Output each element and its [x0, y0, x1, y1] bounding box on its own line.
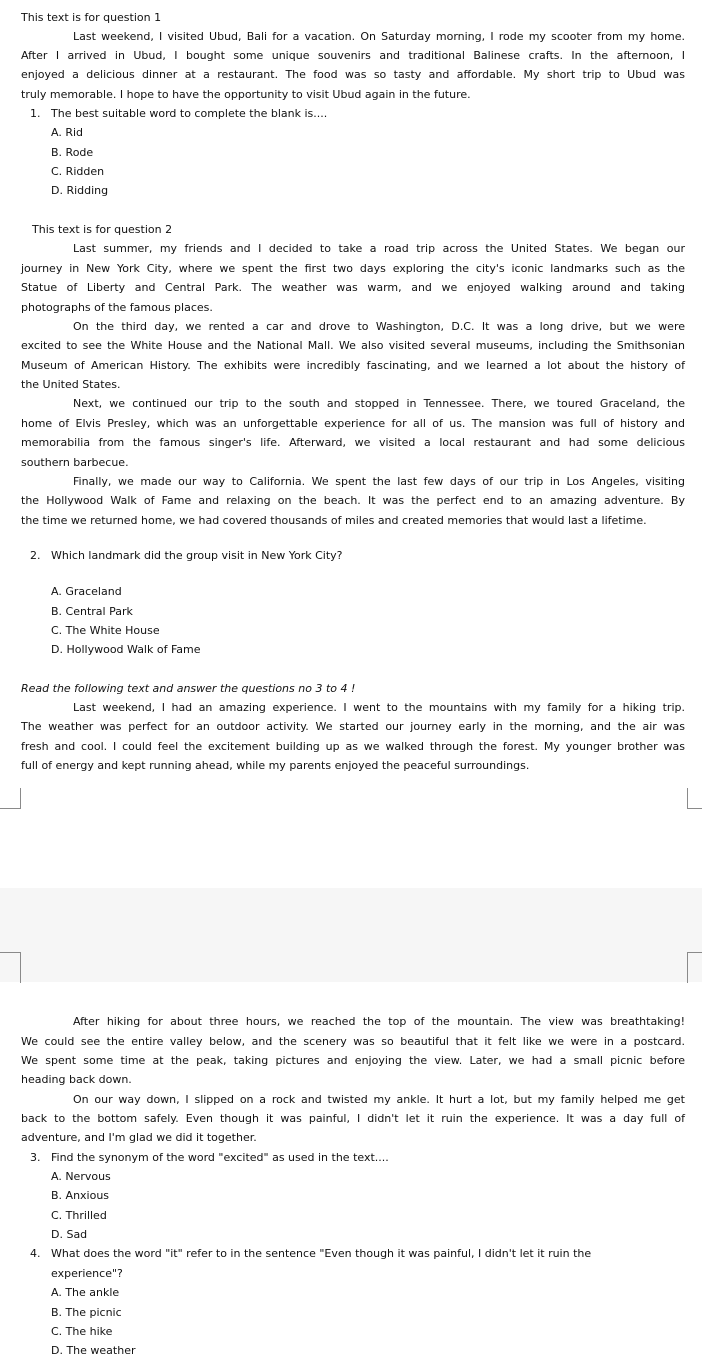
q34-passage-line: On our way down, I slipped on a rock and twisted my ankle. It hurt a lot, but my family helped me get: [73, 1093, 685, 1106]
document-page-2: [0, 982, 702, 1366]
q1-heading: This text is for question 1: [21, 11, 162, 24]
q34-instruction: Read the following text and answer the questions no 3 to 4 !: [21, 682, 356, 695]
q1-option-b: B. Rode: [51, 146, 94, 159]
q2-option-d: D. Hollywood Walk of Fame: [51, 643, 201, 656]
q1-question: The best suitable word to complete the blank is....: [51, 107, 328, 120]
q34-passage-line: back to the bottom safely. Even though it was painful, I didn't let it ruin the experience. It was a day full of: [21, 1112, 685, 1125]
q3-option-d: D. Sad: [51, 1228, 88, 1241]
q2-passage-line: On the third day, we rented a car and drove to Washington, D.C. It was a long drive, but we were: [73, 320, 685, 333]
q2-passage-line: the Hollywood Walk of Fame and relaxing on the beach. It was the perfect end to an amazing adventure. By: [21, 494, 685, 507]
q1-passage-line: truly memorable. I hope to have the opportunity to visit Ubud again in the future.: [21, 88, 471, 101]
q2-passage-line: memorabilia from the famous singer's life. Afterward, we visited a local restaurant and had some delicious: [21, 436, 685, 449]
q34-passage-line: We could see the entire valley below, and the scenery was so beautiful that it felt like we were in a postcard.: [21, 1035, 685, 1048]
q2-passage-line: excited to see the White House and the National Mall. We also visited several museums, including the Smithsonian: [21, 339, 685, 352]
crop-mark-bottom-right: [687, 788, 702, 809]
q2-option-b: B. Central Park: [51, 605, 133, 618]
q3-option-c: C. Thrilled: [51, 1209, 107, 1222]
crop-mark-top-right: [687, 952, 702, 983]
q4-option-b: B. The picnic: [51, 1306, 122, 1319]
crop-mark-top-left: [0, 952, 21, 983]
q34-passage-line: We spent some time at the peak, taking pictures and enjoying the view. Later, we had a small picnic before: [21, 1054, 685, 1067]
q2-passage-line: Next, we continued our trip to the south and stopped in Tennessee. There, we toured Graceland, the: [73, 397, 685, 410]
page-break: [0, 788, 702, 982]
q1-option-c: C. Ridden: [51, 165, 105, 178]
q2-passage-line: Finally, we made our way to California. We spent the last few days of our trip in Los Angeles, visiting: [73, 475, 685, 488]
q1-number: 1.: [30, 107, 41, 120]
q2-passage-line: photographs of the famous places.: [21, 301, 213, 314]
q4-question-line-1: What does the word "it" refer to in the sentence "Even though it was painful, I didn't let it ruin the: [51, 1247, 592, 1260]
q3-option-a: A. Nervous: [51, 1170, 111, 1183]
q2-passage-line: southern barbecue.: [21, 456, 129, 469]
q3-question: Find the synonym of the word "excited" as used in the text....: [51, 1151, 389, 1164]
q2-passage-line: home of Elvis Presley, which was an unforgettable experience for all of us. The mansion was full of history and: [21, 417, 685, 430]
q1-option-d: D. Ridding: [51, 184, 109, 197]
q2-question: Which landmark did the group visit in New York City?: [51, 549, 343, 562]
q34-passage-line: fresh and cool. I could feel the excitement building up as we walked through the forest. My younger brother was: [21, 740, 685, 753]
q2-number: 2.: [30, 549, 41, 562]
q3-option-b: B. Anxious: [51, 1189, 110, 1202]
q1-passage-line: After I arrived in Ubud, I bought some unique souvenirs and traditional Balinese crafts. In the afternoon, I: [21, 49, 685, 62]
q2-passage-line: Statue of Liberty and Central Park. The weather was warm, and we enjoyed walking around and taking: [21, 281, 685, 294]
q3-number: 3.: [30, 1151, 41, 1164]
q34-passage-line: After hiking for about three hours, we reached the top of the mountain. The view was breathtaking!: [73, 1015, 685, 1028]
q2-option-a: A. Graceland: [51, 585, 122, 598]
q34-passage-line: heading back down.: [21, 1073, 132, 1086]
q1-passage-line: Last weekend, I visited Ubud, Bali for a vacation. On Saturday morning, I rode my scooter from my home.: [73, 30, 685, 43]
q2-heading: This text is for question 2: [32, 223, 173, 236]
q4-option-d: D. The weather: [51, 1344, 136, 1357]
q2-passage-line: the time we returned home, we had covered thousands of miles and created memories that would last a lifetime.: [21, 514, 647, 527]
q34-passage-line: The weather was perfect for an outdoor activity. We started our journey early in the morning, and the air was: [21, 720, 685, 733]
q34-passage-line: Last weekend, I had an amazing experience. I went to the mountains with my family for a hiking trip.: [73, 701, 685, 714]
q2-passage-line: Museum of American History. The exhibits were incredibly fascinating, and we learned a lot about the history of: [21, 359, 685, 372]
page-separator: [0, 888, 702, 982]
q4-question-line-2: experience"?: [51, 1267, 123, 1280]
q2-passage-line: the United States.: [21, 378, 121, 391]
q34-passage-line: full of energy and kept running ahead, while my parents enjoyed the peaceful surroundings.: [21, 759, 530, 772]
q4-number: 4.: [30, 1247, 41, 1260]
q4-option-c: C. The hike: [51, 1325, 113, 1338]
q2-passage-line: journey in New York City, where we spent the first two days exploring the city's iconic landmarks such as the: [21, 262, 685, 275]
q1-passage-line: enjoyed a delicious dinner at a restaurant. The food was so tasty and affordable. My short trip to Ubud was: [21, 68, 685, 81]
crop-mark-bottom-left: [0, 788, 21, 809]
q34-passage-line: adventure, and I'm glad we did it together.: [21, 1131, 257, 1144]
q1-option-a: A. Rid: [51, 126, 84, 139]
q2-option-c: C. The White House: [51, 624, 160, 637]
q4-option-a: A. The ankle: [51, 1286, 120, 1299]
q2-passage-line: Last summer, my friends and I decided to take a road trip across the United States. We began our: [73, 242, 685, 255]
